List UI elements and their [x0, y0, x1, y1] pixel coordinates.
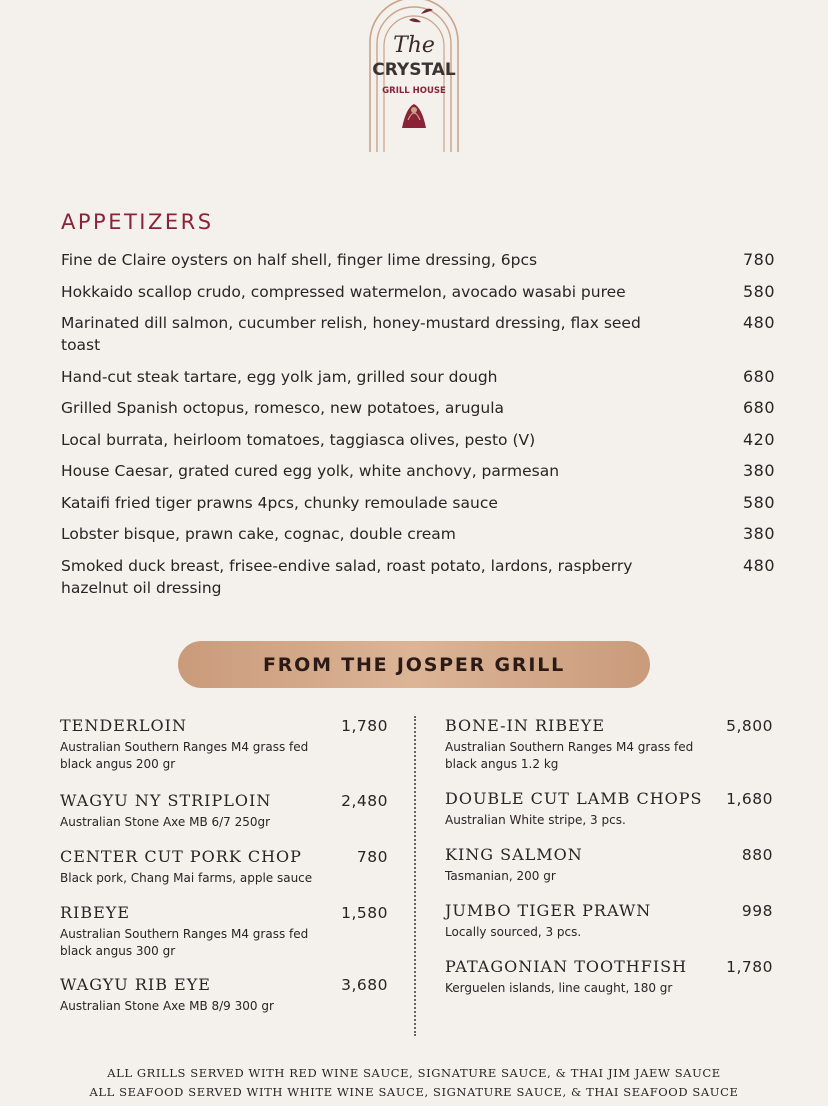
grill-item-price: 1,780	[341, 717, 388, 735]
appetizer-item	[61, 460, 775, 482]
grill-item-name: KING SALMON	[445, 845, 583, 864]
appetizers-title: APPETIZERS	[61, 210, 214, 234]
grill-item-name: BONE-IN RIBEYE	[445, 716, 606, 735]
grill-item-name: RIBEYE	[60, 903, 131, 922]
appetizer-item	[61, 492, 775, 514]
grill-item-price: 880	[741, 846, 773, 864]
appetizer-description: Fine de Claire oysters on half shell, finger lime dressing, 6pcs	[61, 251, 538, 269]
grill-item-price: 1,780	[726, 958, 773, 976]
grill-item-name: CENTER CUT PORK CHOP	[60, 847, 302, 866]
grill-item	[445, 957, 773, 997]
grill-item-price: 780	[356, 848, 388, 866]
appetizer-price: 380	[742, 461, 775, 480]
grill-item-description: Black pork, Chang Mai farms, apple sauce	[60, 871, 313, 885]
grill-item	[445, 716, 773, 773]
grill-item-description: Tasmanian, 200 gr	[445, 869, 556, 883]
grill-item	[60, 975, 388, 1015]
grill-item-price: 3,680	[341, 976, 388, 994]
grill-item-name: WAGYU NY STRIPLOIN	[60, 791, 272, 810]
grill-item-price: 5,800	[726, 717, 773, 735]
grill-item-description: Locally sourced, 3 pcs.	[445, 925, 582, 939]
appetizer-description: Hand-cut steak tartare, egg yolk jam, grilled sour dough	[61, 367, 498, 386]
restaurant-logo	[364, 0, 464, 162]
appetizer-price: 580	[742, 281, 775, 301]
appetizer-price: 420	[742, 429, 775, 449]
grill-item-name: WAGYU RIB EYE	[60, 975, 211, 994]
grill-item	[445, 789, 773, 829]
grill-item	[60, 716, 388, 773]
appetizer-price: 480	[742, 555, 775, 575]
grill-item-price: 1,680	[726, 790, 773, 808]
appetizer-item	[61, 429, 775, 451]
appetizer-item	[61, 366, 775, 388]
josper-grill-banner	[178, 641, 650, 688]
logo-script: The	[393, 33, 435, 58]
grill-item	[60, 847, 388, 887]
appetizer-description: Kataifi fried tiger prawns 4pcs, chunky remoulade sauce	[61, 493, 498, 512]
grill-item-description: Kerguelen islands, line caught, 180 gr	[445, 981, 673, 995]
appetizer-item	[61, 281, 775, 303]
appetizer-item	[61, 555, 775, 599]
grill-item-price: 998	[741, 902, 773, 920]
grill-item-description: Australian Stone Axe MB 6/7 250gr	[60, 815, 271, 829]
appetizer-price: 380	[742, 524, 775, 543]
grill-item-name: PATAGONIAN TOOTHFISH	[445, 957, 688, 976]
grill-item	[445, 845, 773, 885]
grill-item-price: 1,580	[341, 904, 388, 922]
appetizer-price: 680	[742, 366, 775, 386]
appetizer-price: 480	[742, 313, 775, 332]
appetizer-price: 580	[742, 492, 775, 512]
footer-grills-note: ALL GRILLS SERVED WITH RED WINE SAUCE, SIGNATURE SAUCE, & THAI JIM JAEW SAUCE	[107, 1066, 721, 1080]
grill-right-column	[445, 716, 773, 997]
footer-seafood-note: ALL SEAFOOD SERVED WITH WHITE WINE SAUCE, SIGNATURE SAUCE, & THAI SEAFOOD SAUCE	[89, 1085, 739, 1099]
appetizers-list	[61, 249, 775, 608]
appetizer-price: 680	[742, 398, 775, 417]
appetizer-description: Smoked duck breast, frisee-endive salad, roast potato, lardons, raspberry hazelnut oil dressing	[61, 556, 633, 597]
logo-name: CRYSTAL	[372, 60, 456, 80]
grill-item	[60, 903, 388, 960]
appetizer-description: House Caesar, grated cured egg yolk, white anchovy, parmesan	[61, 462, 560, 480]
grill-item-description: Australian Southern Ranges M4 grass fed black angus 200 gr	[60, 740, 309, 771]
logo-emblem-icon	[402, 104, 426, 128]
appetizer-description: Marinated dill salmon, cucumber relish, honey-mustard dressing, flax seed toast	[61, 314, 641, 354]
grill-item-name: DOUBLE CUT LAMB CHOPS	[445, 789, 703, 808]
grill-item-name: TENDERLOIN	[60, 716, 187, 735]
appetizer-description: Grilled Spanish octopus, romesco, new potatoes, arugula	[61, 399, 505, 417]
appetizer-item	[61, 312, 775, 356]
grill-item-description: Australian Southern Ranges M4 grass fed black angus 300 gr	[60, 927, 309, 958]
column-divider	[414, 716, 416, 1036]
grill-item	[60, 791, 388, 831]
grill-item-price: 2,480	[341, 792, 388, 810]
appetizer-description: Hokkaido scallop crudo, compressed watermelon, avocado wasabi puree	[61, 282, 626, 301]
appetizer-description: Lobster bisque, prawn cake, cognac, double cream	[61, 525, 456, 543]
josper-grill-title: FROM THE JOSPER GRILL	[262, 653, 566, 676]
grill-left-column	[60, 716, 388, 1015]
logo-subtitle: GRILL HOUSE	[382, 86, 446, 96]
appetizer-price: 780	[742, 250, 775, 269]
appetizer-item	[61, 523, 775, 545]
grill-item-name: JUMBO TIGER PRAWN	[445, 901, 652, 920]
grill-item-description: Australian Southern Ranges M4 grass fed black angus 1.2 kg	[445, 740, 694, 771]
appetizer-item	[61, 249, 775, 271]
appetizer-item	[61, 397, 775, 419]
grill-item-description: Australian Stone Axe MB 8/9 300 gr	[60, 999, 274, 1013]
grill-item	[445, 901, 773, 941]
appetizer-description: Local burrata, heirloom tomatoes, taggiasca olives, pesto (V)	[61, 430, 536, 449]
grill-item-description: Australian White stripe, 3 pcs.	[445, 813, 626, 827]
